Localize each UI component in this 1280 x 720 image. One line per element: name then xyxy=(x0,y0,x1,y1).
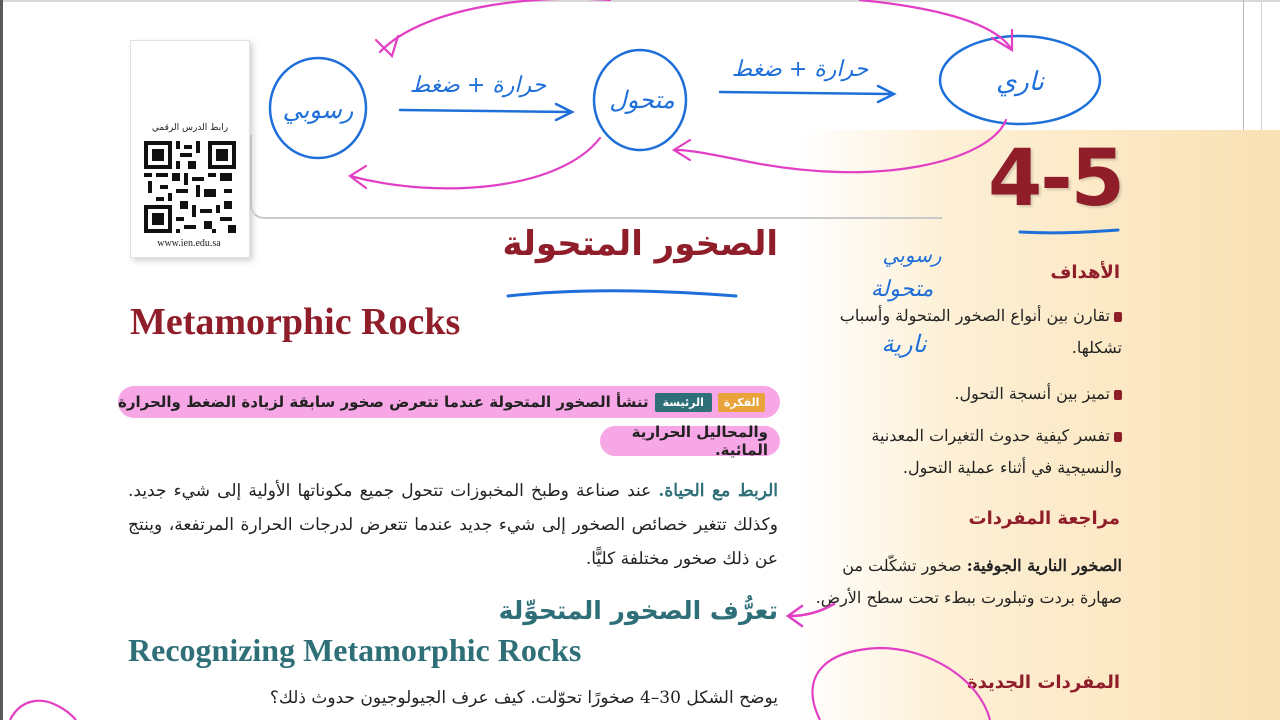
hw-side-note1: رسوبي xyxy=(882,243,942,267)
qr-label: رابط الدرس الرقمي xyxy=(151,123,229,133)
main-idea-line1 xyxy=(118,386,780,418)
vocab-review-heading: مراجعة المفردات xyxy=(968,508,1120,529)
arrow-right-annotation xyxy=(720,86,894,102)
qr-url-link[interactable]: www.ien.edu.sa xyxy=(157,238,221,249)
underline-title-annotation xyxy=(508,291,736,296)
magenta-circle-bottom-left xyxy=(10,701,76,720)
circle-right-annotation xyxy=(940,36,1100,124)
bullet-icon xyxy=(1114,312,1122,322)
hw-circle-mid: متحول xyxy=(609,86,675,114)
badge-main: الرئيسة xyxy=(655,393,712,412)
vocab-review-definition: الصخور النارية الجوفية: صخور تشكّلت من صهارة بردت وتبلورت ببطء تحت سطح الأرض. xyxy=(815,556,1122,607)
header-banner xyxy=(250,135,942,219)
hw-circle-left: رسوبي xyxy=(282,96,354,124)
objective-item: تميز بين أنسجة التحول. xyxy=(802,378,1122,410)
top-rule xyxy=(0,0,1280,2)
real-world-text: عند صناعة وطبخ المخبوزات تتحول جميع مكوناتها الأولية إلى شيء جديد. وكذلك تتغير خصائص الصخور إلى شيء جديد عندما تتعرض لدرجات الحرارة المرتفعة، وينتج عن ذلك صخور مختلفة كليًّا. xyxy=(128,481,778,569)
section-title-arabic: تعرُّف الصخور المتحوِّلة xyxy=(498,596,778,625)
objective-item: تفسر كيفية حدوث التغيرات المعدنية والنسيجية في أثناء عملية التحول. xyxy=(871,426,1122,477)
section-title-english: Recognizing Metamorphic Rocks xyxy=(128,632,582,668)
objective-item: تقارن بين أنواع الصخور المتحولة وأسباب تشكلها. xyxy=(839,306,1122,357)
real-world-lead: الربط مع الحياة. xyxy=(658,481,778,501)
lesson-title-english: Metamorphic Rocks xyxy=(130,301,461,343)
magenta-arc-top xyxy=(380,0,1012,52)
main-idea-line2: والمحاليل الحرارية المائية. xyxy=(600,426,780,456)
lesson-title-arabic: الصخور المتحولة xyxy=(502,224,778,264)
main-idea-text: تنشأ الصخور المتحولة عندما تتعرض صخور سابقة لزيادة الضغط والحرارة xyxy=(118,393,649,411)
page-edge-left xyxy=(0,0,3,720)
vocab-review-term: الصخور النارية الجوفية: xyxy=(966,556,1122,575)
real-world-paragraph xyxy=(128,474,778,576)
hw-arrow2: حرارة + ضغط xyxy=(731,57,869,82)
arrow-left-annotation xyxy=(400,104,572,120)
new-vocab-heading: المفردات الجديدة xyxy=(967,672,1120,693)
magenta-arc-left xyxy=(376,36,398,56)
qr-card[interactable] xyxy=(130,40,250,258)
lesson-number: 4-5 xyxy=(988,134,1123,224)
bullet-icon xyxy=(1114,432,1122,442)
hw-side-note3: نارية xyxy=(881,330,927,358)
hw-circle-right: ناري xyxy=(995,67,1045,97)
section-first-line: يوضح الشكل 30–4 صخورًا تحوّلت. كيف عرف الجيولوجيون حدوث ذلك؟ xyxy=(269,688,778,708)
hw-arrow1: حرارة + ضغط xyxy=(409,73,547,98)
objectives-heading: الأهداف xyxy=(1050,262,1120,283)
qr-code-icon[interactable] xyxy=(144,141,236,233)
bullet-icon xyxy=(1114,390,1122,400)
badge-idea: الفكرة xyxy=(718,393,766,412)
hw-side-note2: متحولة xyxy=(870,277,934,302)
